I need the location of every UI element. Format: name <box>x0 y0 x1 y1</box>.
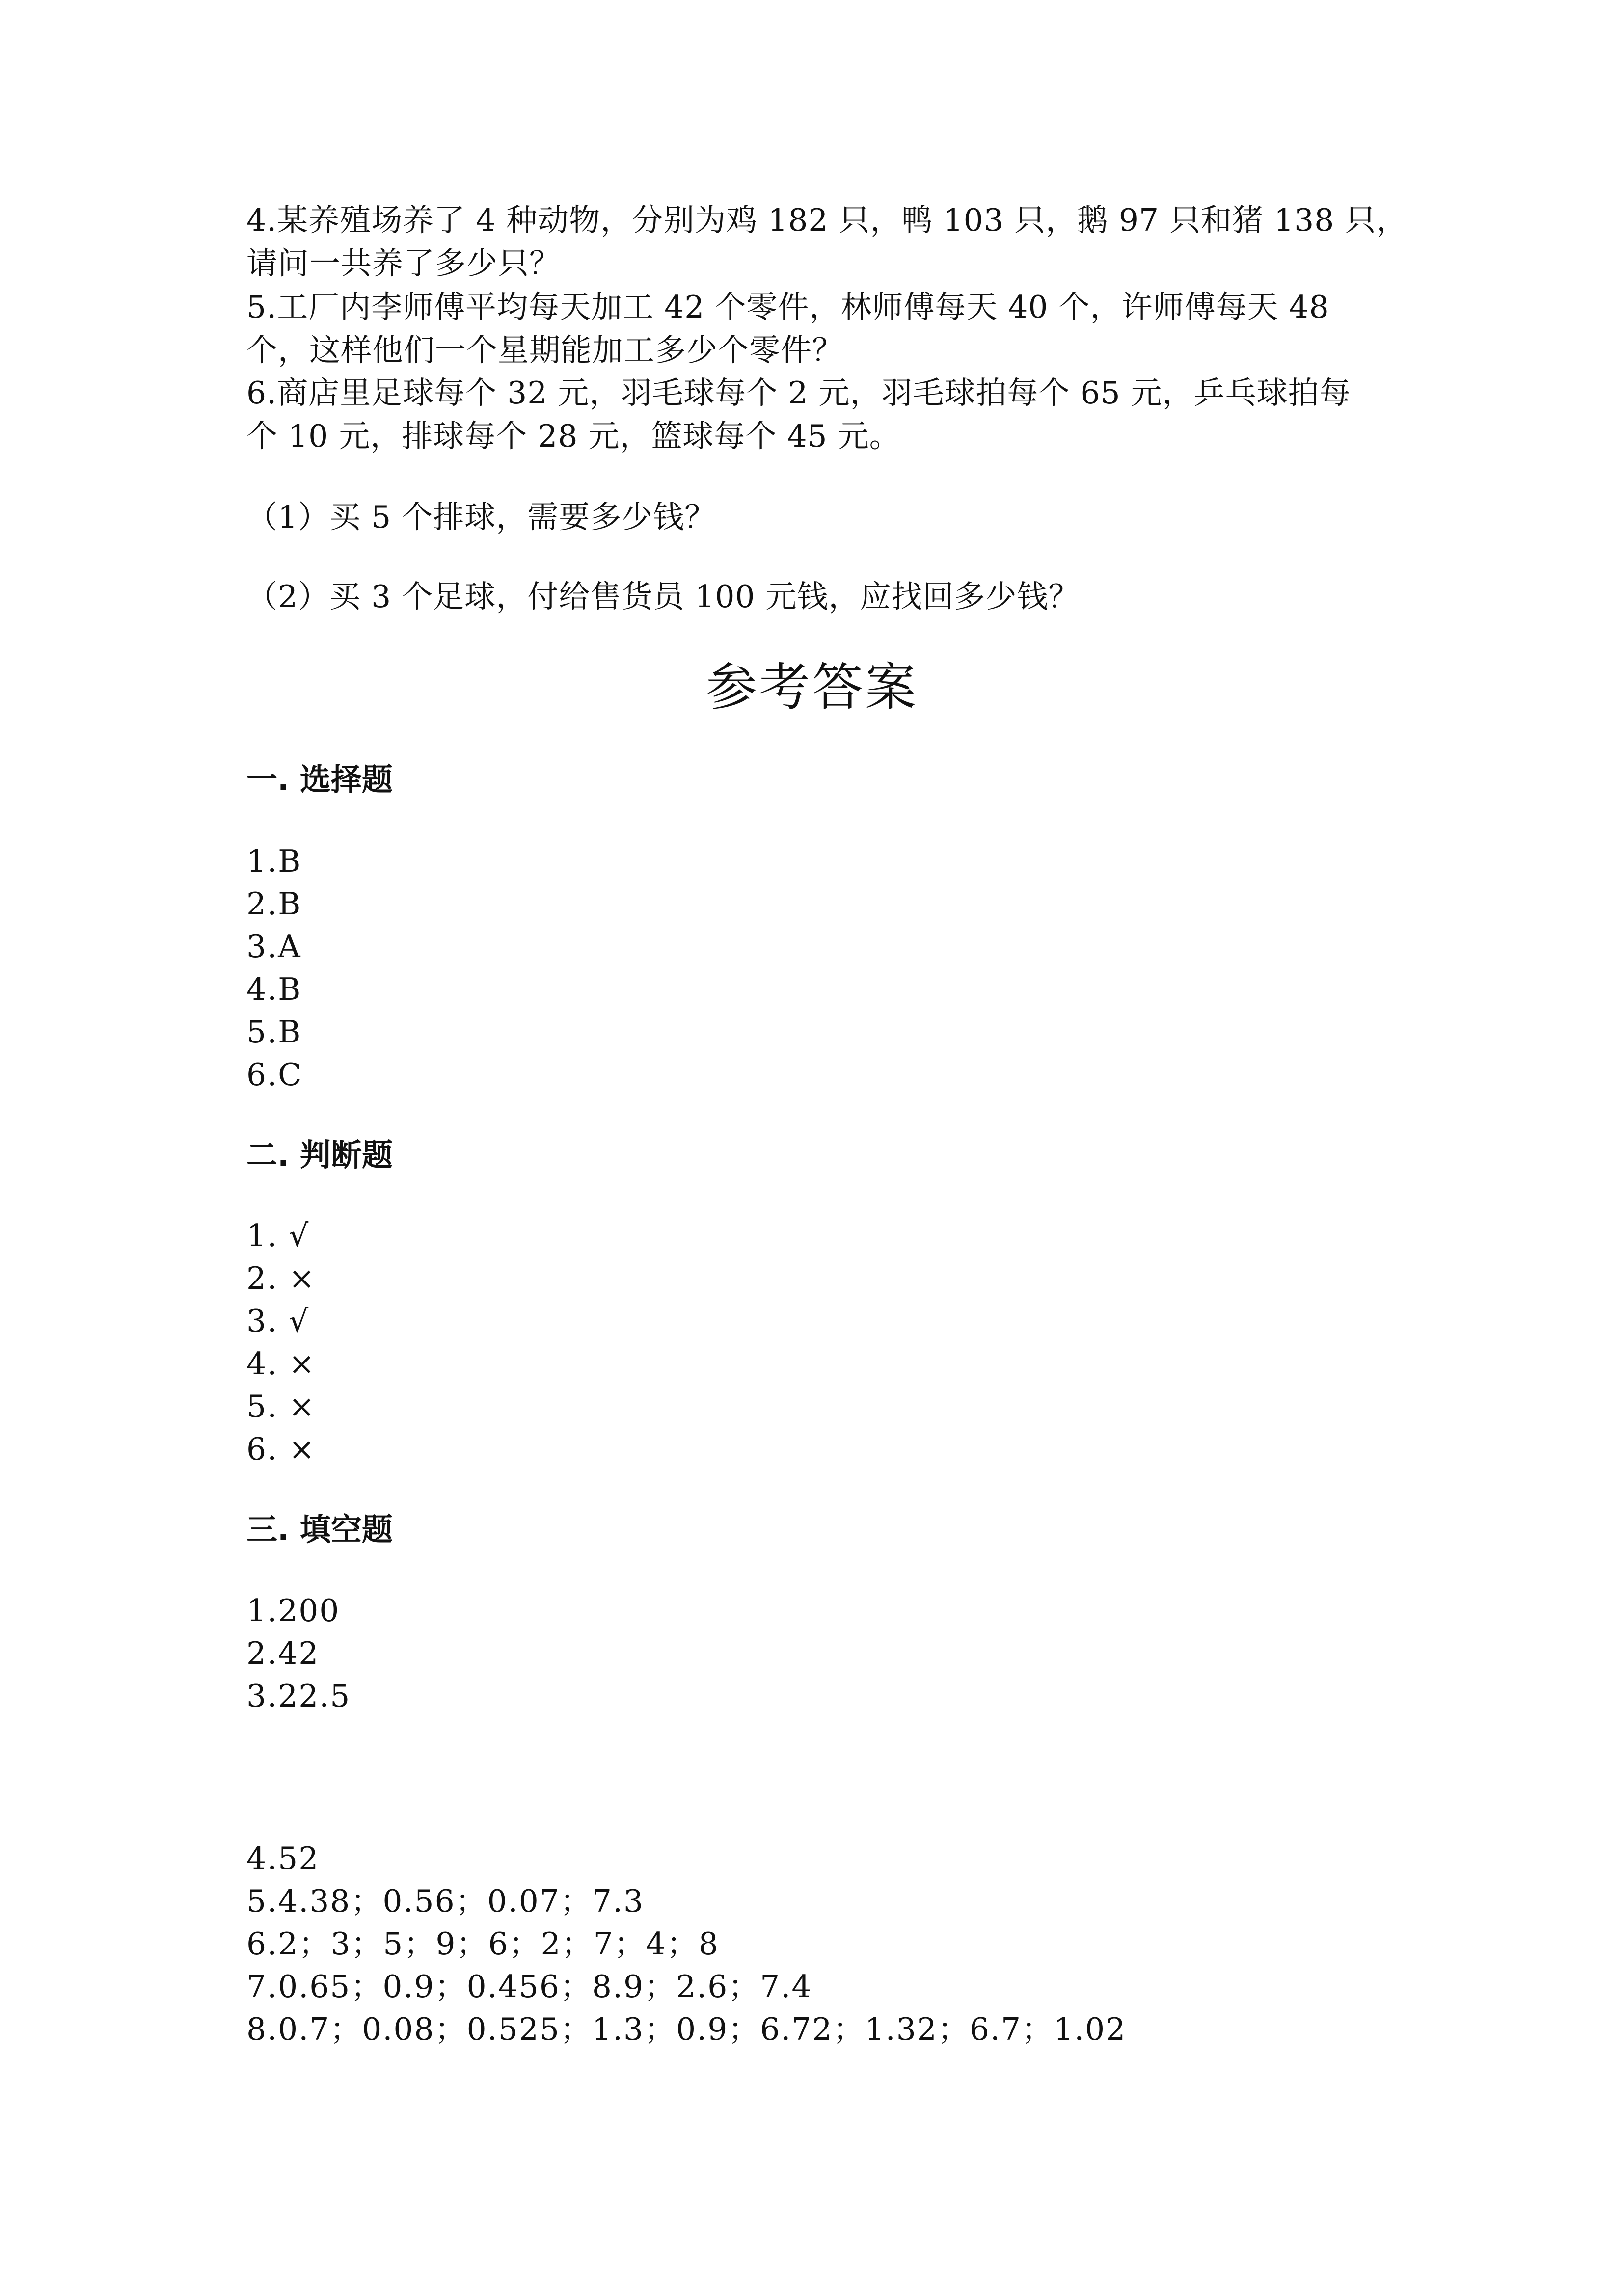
judgment-answer-1: 1. √ <box>246 1218 310 1254</box>
question-5-line-2: 个，这样他们一个星期能加工多少个零件？ <box>246 332 843 368</box>
choice-answer-6: 6.C <box>246 1057 303 1093</box>
question-6-sub-2: （2）买 3 个足球，付给售货员 100 元钱，应找回多少钱？ <box>246 579 1080 614</box>
fill-answer-1: 1.200 <box>246 1593 340 1629</box>
judgment-answer-4: 4. × <box>246 1346 316 1382</box>
fill-answer-5: 5.4.38；0.56；0.07；7.3 <box>246 1883 645 1919</box>
section-heading-judgment: 二. 判断题 <box>246 1137 393 1173</box>
section-heading-fill-blank: 三. 填空题 <box>246 1512 393 1548</box>
judgment-answer-6: 6. × <box>246 1431 316 1467</box>
choice-answer-5: 5.B <box>246 1014 302 1050</box>
judgment-answer-2: 2. × <box>246 1260 316 1296</box>
question-4-line-1: 4.某养殖场养了 4 种动物，分别为鸡 182 只，鸭 103 只，鹅 97 只和猪 138 只， <box>246 202 1408 238</box>
answers-title: 参考答案 <box>705 657 918 717</box>
fill-answer-6: 6.2；3；5；9；6；2；7；4；8 <box>246 1926 719 1962</box>
question-6-line-2: 个 10 元，排球每个 28 元，篮球每个 45 元。 <box>246 418 901 454</box>
choice-answer-3: 3.A <box>246 929 301 964</box>
judgment-answer-5: 5. × <box>246 1388 316 1424</box>
question-6-sub-1: （1）买 5 个排球，需要多少钱？ <box>246 499 716 535</box>
choice-answer-4: 4.B <box>246 971 302 1007</box>
question-6-line-1: 6.商店里足球每个 32 元，羽毛球每个 2 元，羽毛球拍每个 65 元，乒乓球拍每 <box>246 375 1351 411</box>
section-heading-choice: 一. 选择题 <box>246 762 393 798</box>
question-4-line-2: 请问一共养了多少只？ <box>246 245 561 281</box>
fill-answer-3: 3.22.5 <box>246 1678 351 1714</box>
question-5-line-1: 5.工厂内李师傅平均每天加工 42 个零件，林师傅每天 40 个，许师傅每天 48 <box>246 289 1329 325</box>
choice-answer-1: 1.B <box>246 843 302 879</box>
fill-answer-2: 2.42 <box>246 1635 320 1671</box>
fill-answer-8: 8.0.7；0.08；0.525；1.3；0.9；6.72；1.32；6.7；1.02 <box>246 2011 1127 2047</box>
judgment-answer-3: 3. √ <box>246 1303 310 1339</box>
fill-answer-4: 4.52 <box>246 1841 320 1876</box>
choice-answer-2: 2.B <box>246 886 302 922</box>
fill-answer-7: 7.0.65；0.9；0.456；8.9；2.6；7.4 <box>246 1969 812 2004</box>
